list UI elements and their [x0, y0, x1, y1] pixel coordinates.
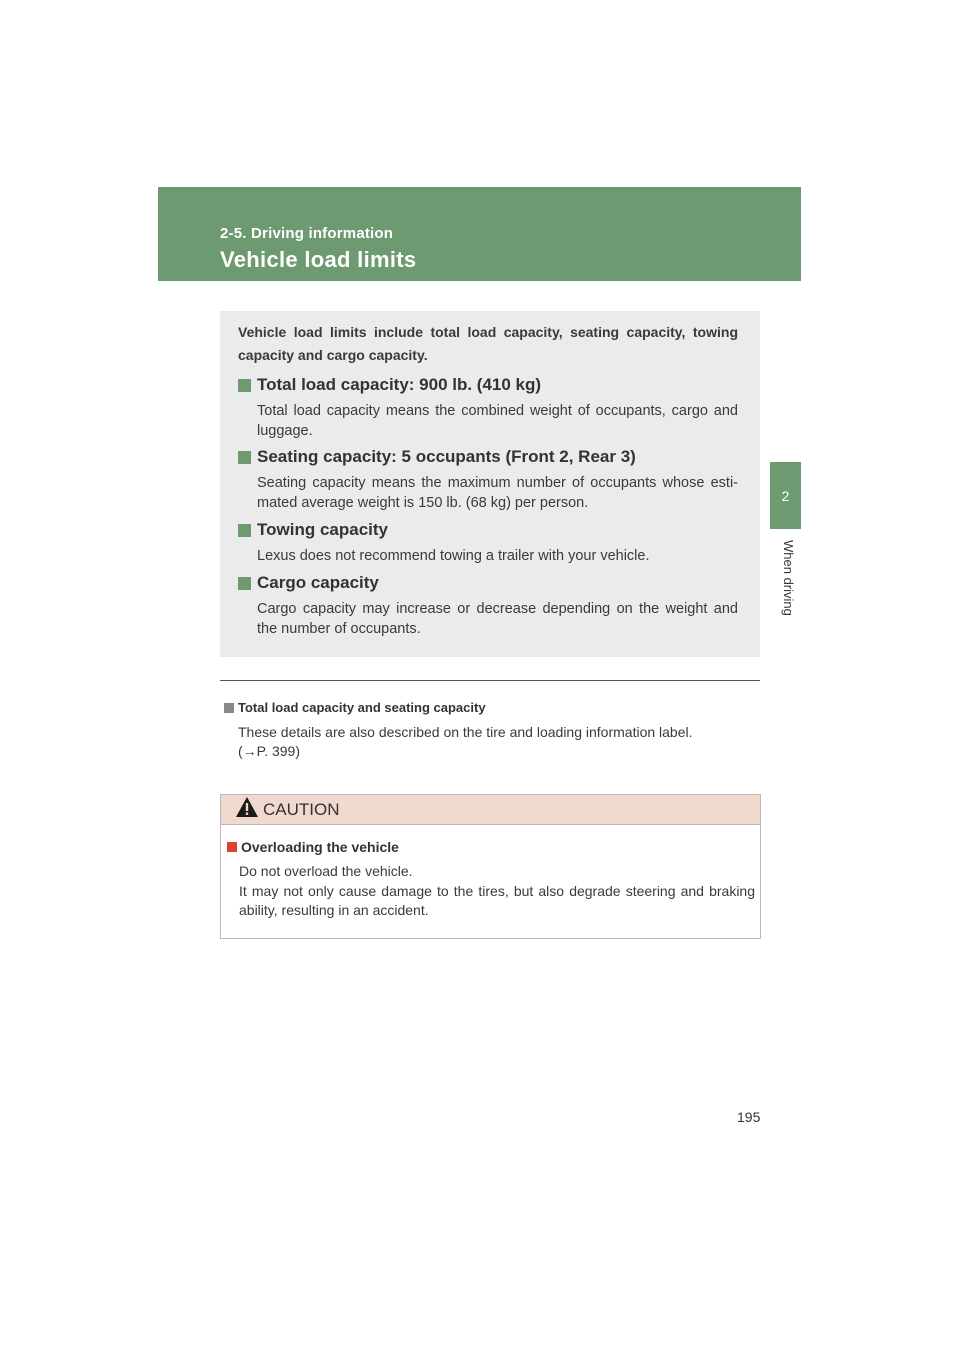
- load-limits-box: [220, 311, 760, 657]
- square-bullet-icon: [238, 524, 251, 537]
- warning-triangle-icon: [235, 796, 259, 823]
- chapter-number: 2: [781, 487, 790, 504]
- caution-text: It may not only cause damage to the tires, but also degrade steering and braking ability, resulting in an accident.: [239, 882, 755, 918]
- item-text: Seating capacity means the maximum number of occupants whose esti-mated average weight is 150 lb. (68 kg) per person.: [257, 475, 738, 511]
- section-header: [158, 187, 801, 281]
- note-text: These details are also described on the tire and loading information label.: [238, 724, 693, 740]
- page-number: 195: [737, 1109, 761, 1125]
- item-seating: [238, 447, 738, 513]
- item-total-load: [238, 375, 738, 441]
- section-label: 2-5. Driving information: [220, 225, 394, 242]
- item-text: Total load capacity means the combined weight of occupants, cargo and luggage.: [257, 403, 738, 439]
- chapter-tab: [770, 462, 801, 529]
- item-heading: Seating capacity: 5 occupants (Front 2, Rear 3): [257, 447, 636, 466]
- item-heading: Total load capacity: 900 lb. (410 kg): [257, 375, 542, 394]
- item-heading: Towing capacity: [257, 520, 388, 539]
- caution-box: [220, 794, 761, 939]
- item-cargo: [238, 573, 738, 639]
- square-bullet-icon: [238, 451, 251, 464]
- caution-title: CAUTION: [263, 799, 340, 819]
- divider: [220, 680, 760, 681]
- note-heading: Total load capacity and seating capacity: [238, 700, 486, 715]
- square-bullet-icon: [224, 703, 234, 713]
- item-towing: [238, 520, 738, 566]
- intro-text: Vehicle load limits include total load capacity, seating capacity, towing capacity and cargo capacity.: [238, 324, 738, 363]
- note-section: [224, 700, 754, 761]
- chapter-label: When driving: [781, 540, 796, 616]
- item-text: Cargo capacity may increase or decrease depending on the weight and the number of occupants.: [257, 601, 738, 637]
- page-title: Vehicle load limits: [220, 247, 417, 272]
- item-text: Lexus does not recommend towing a trailer with your vehicle.: [257, 548, 650, 564]
- square-bullet-icon: [238, 577, 251, 590]
- caution-heading: Overloading the vehicle: [241, 839, 399, 855]
- item-heading: Cargo capacity: [257, 573, 379, 592]
- caution-header: [221, 795, 760, 825]
- square-bullet-icon: [227, 842, 237, 852]
- caution-text: Do not overload the vehicle.: [239, 863, 413, 879]
- page-reference: (→P. 399): [238, 743, 300, 759]
- square-bullet-icon: [238, 379, 251, 392]
- caution-item: [227, 839, 755, 921]
